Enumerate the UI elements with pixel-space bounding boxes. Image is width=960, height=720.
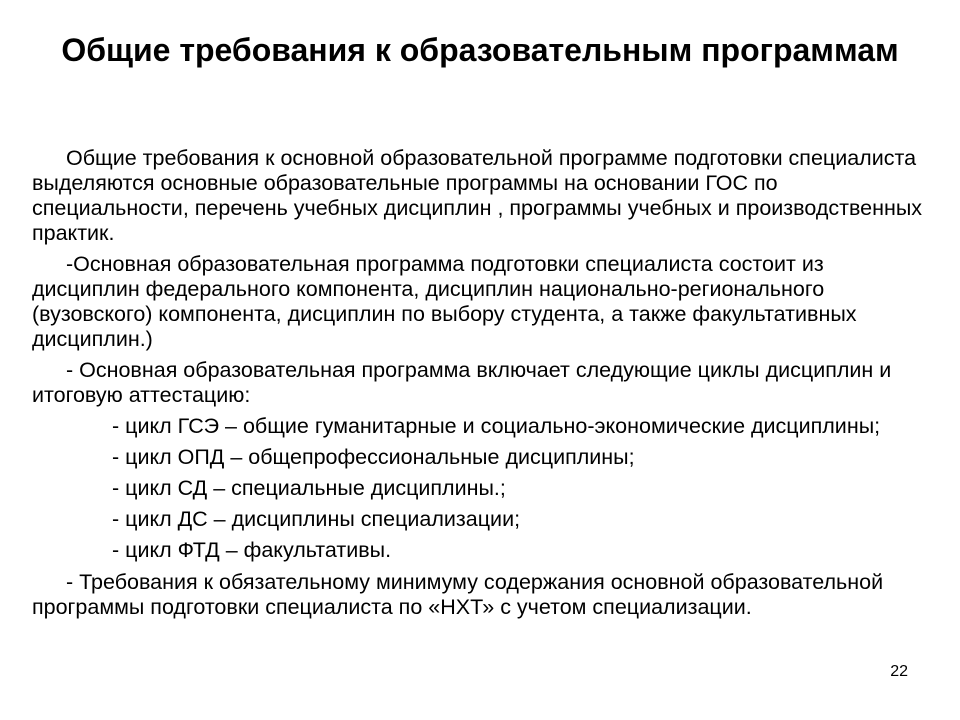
paragraph-general-requirements: Общие требования к основной образовательной программе подготовки специалиста выделяются основные образовательные программы на основании ГОС по специальности, перечень учебных дисциплин , программы учебных и производственных практик. [32,146,923,245]
paragraph-minimum-content: - Требования к обязательному минимуму содержания основной образовательной программы подготовки специалиста по «НХТ» с учетом специализации. [32,570,884,619]
list-item-cycle-ftd: - цикл ФТД – факультативы. [112,538,392,562]
paragraph-program-composition: -Основная образовательная программа подготовки специалиста состоит из дисциплин федерального компонента, дисциплин национально-регионального (вузовского) компонента, дисциплин по выбору студента, а также факультативных дисциплин.) [32,252,857,351]
paragraph-program-cycles: - Основная образовательная программа включает следующие циклы дисциплин и итоговую аттестацию: [32,358,892,407]
list-item-cycle-gse: - цикл ГСЭ – общие гуманитарные и социально-экономические дисциплины; [112,414,881,438]
list-item-cycle-sd: - цикл СД – специальные дисциплины.; [112,476,506,500]
list-item-cycle-ds: - цикл ДС – дисциплины специализации; [112,507,521,531]
slide-title: Общие требования к образовательным программам [61,32,899,68]
slide-body [32,146,932,626]
list-item-cycle-opd: - цикл ОПД – общепрофессиональные дисциплины; [112,445,635,469]
page-number: 22 [890,663,908,680]
